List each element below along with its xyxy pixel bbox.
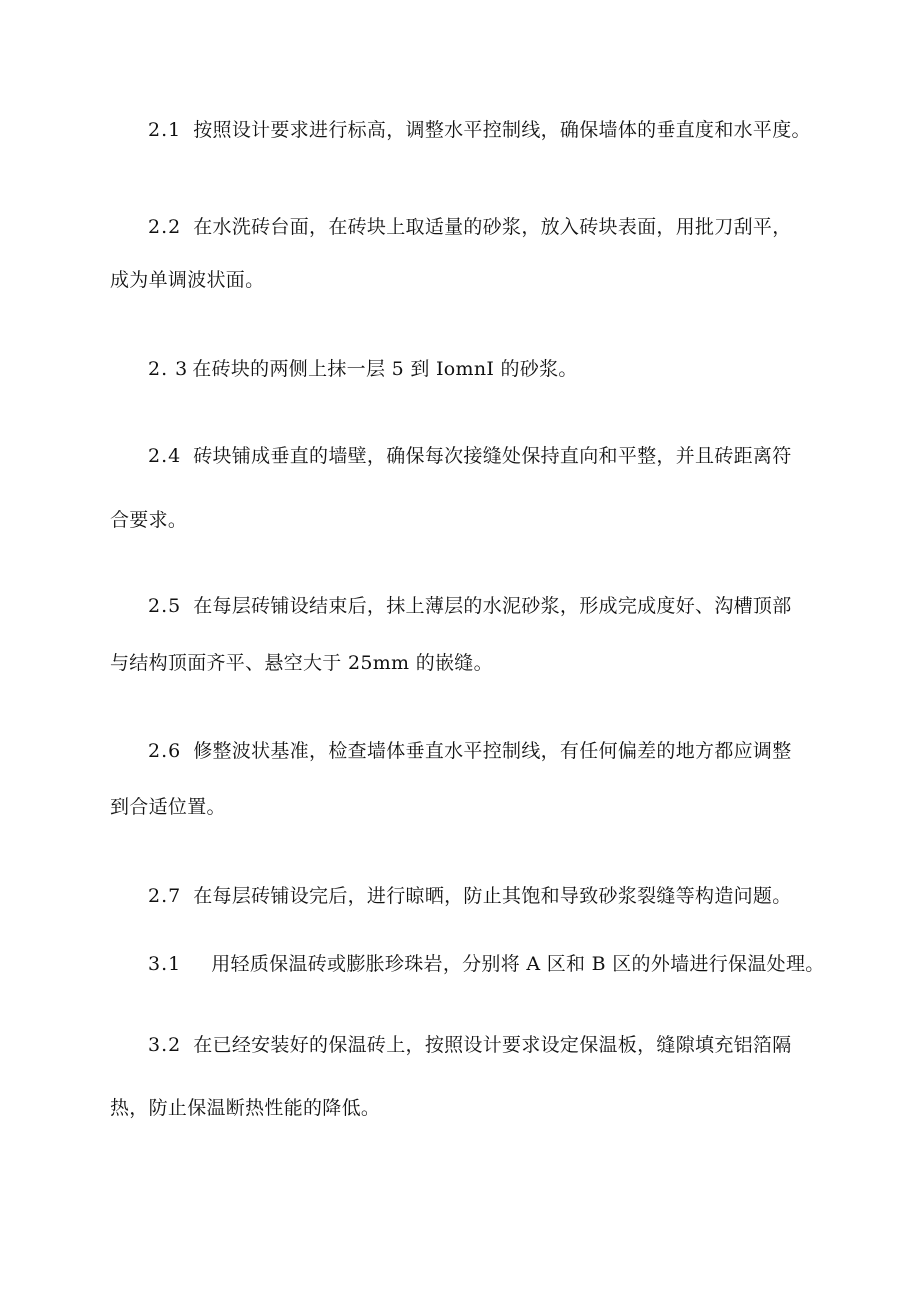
paragraph-text: 与结构顶面齐平、悬空大于 25mm 的嵌缝。 [110,652,493,674]
paragraph-2-2 [110,215,830,239]
paragraph-text: 用轻质保温砖或膨胀珍珠岩，分别将 A 区和 B 区的外墙进行保温处理。 [211,953,825,975]
paragraph-3-1 [110,952,830,976]
paragraph-text: 在水洗砖台面，在砖块上取适量的砂浆，放入砖块表面，用批刀刮平， [193,216,792,238]
section-number: 2.7 [148,885,182,907]
section-number: 2.2 [148,216,182,238]
paragraph-text: 修整波状基准，检查墙体垂直水平控制线，有任何偏差的地方都应调整 [193,740,792,762]
paragraph-3-2 [110,1033,830,1057]
paragraph-2-1 [110,118,830,142]
paragraph-text: 到合适位置。 [110,796,226,818]
paragraph-text: 在砖块的两侧上抹一层 5 到 IomnI 的砂浆。 [192,358,578,380]
section-number: 3.2 [148,1034,182,1056]
section-number: 2.5 [148,595,182,617]
paragraph-text: 合要求。 [110,509,188,531]
section-number: 2.4 [148,445,182,467]
paragraph-text: 在每层砖铺设完后，进行晾晒，防止其饱和导致砂浆裂缝等构造问题。 [193,885,792,907]
paragraph-2-6 [110,739,830,763]
paragraph-2-2-continuation [110,268,830,292]
paragraph-2-4 [110,444,830,468]
paragraph-text: 在每层砖铺设结束后，抹上薄层的水泥砂浆，形成完成度好、沟槽顶部 [193,595,792,617]
paragraph-text: 在已经安装好的保温砖上，按照设计要求设定保温板，缝隙填充铝箔隔 [193,1034,792,1056]
paragraph-text: 砖块铺成垂直的墙壁，确保每次接缝处保持直向和平整，并且砖距离符 [193,445,792,467]
paragraph-2-5-continuation [110,651,830,675]
section-number: 2. 3 [148,358,189,380]
paragraph-text: 热，防止保温断热性能的降低。 [110,1097,381,1119]
section-number: 2.1 [148,119,182,141]
paragraph-2-3 [110,357,830,381]
paragraph-2-4-continuation [110,508,830,532]
section-number: 3.1 [148,953,182,975]
paragraph-3-2-continuation [110,1096,830,1120]
section-number: 2.6 [148,740,182,762]
paragraph-text: 成为单调波状面。 [110,269,265,291]
paragraph-2-6-continuation [110,795,830,819]
paragraph-2-5 [110,594,830,618]
paragraph-2-7 [110,884,830,908]
paragraph-text: 按照设计要求进行标高，调整水平控制线，确保墙体的垂直度和水平度。 [193,119,811,141]
